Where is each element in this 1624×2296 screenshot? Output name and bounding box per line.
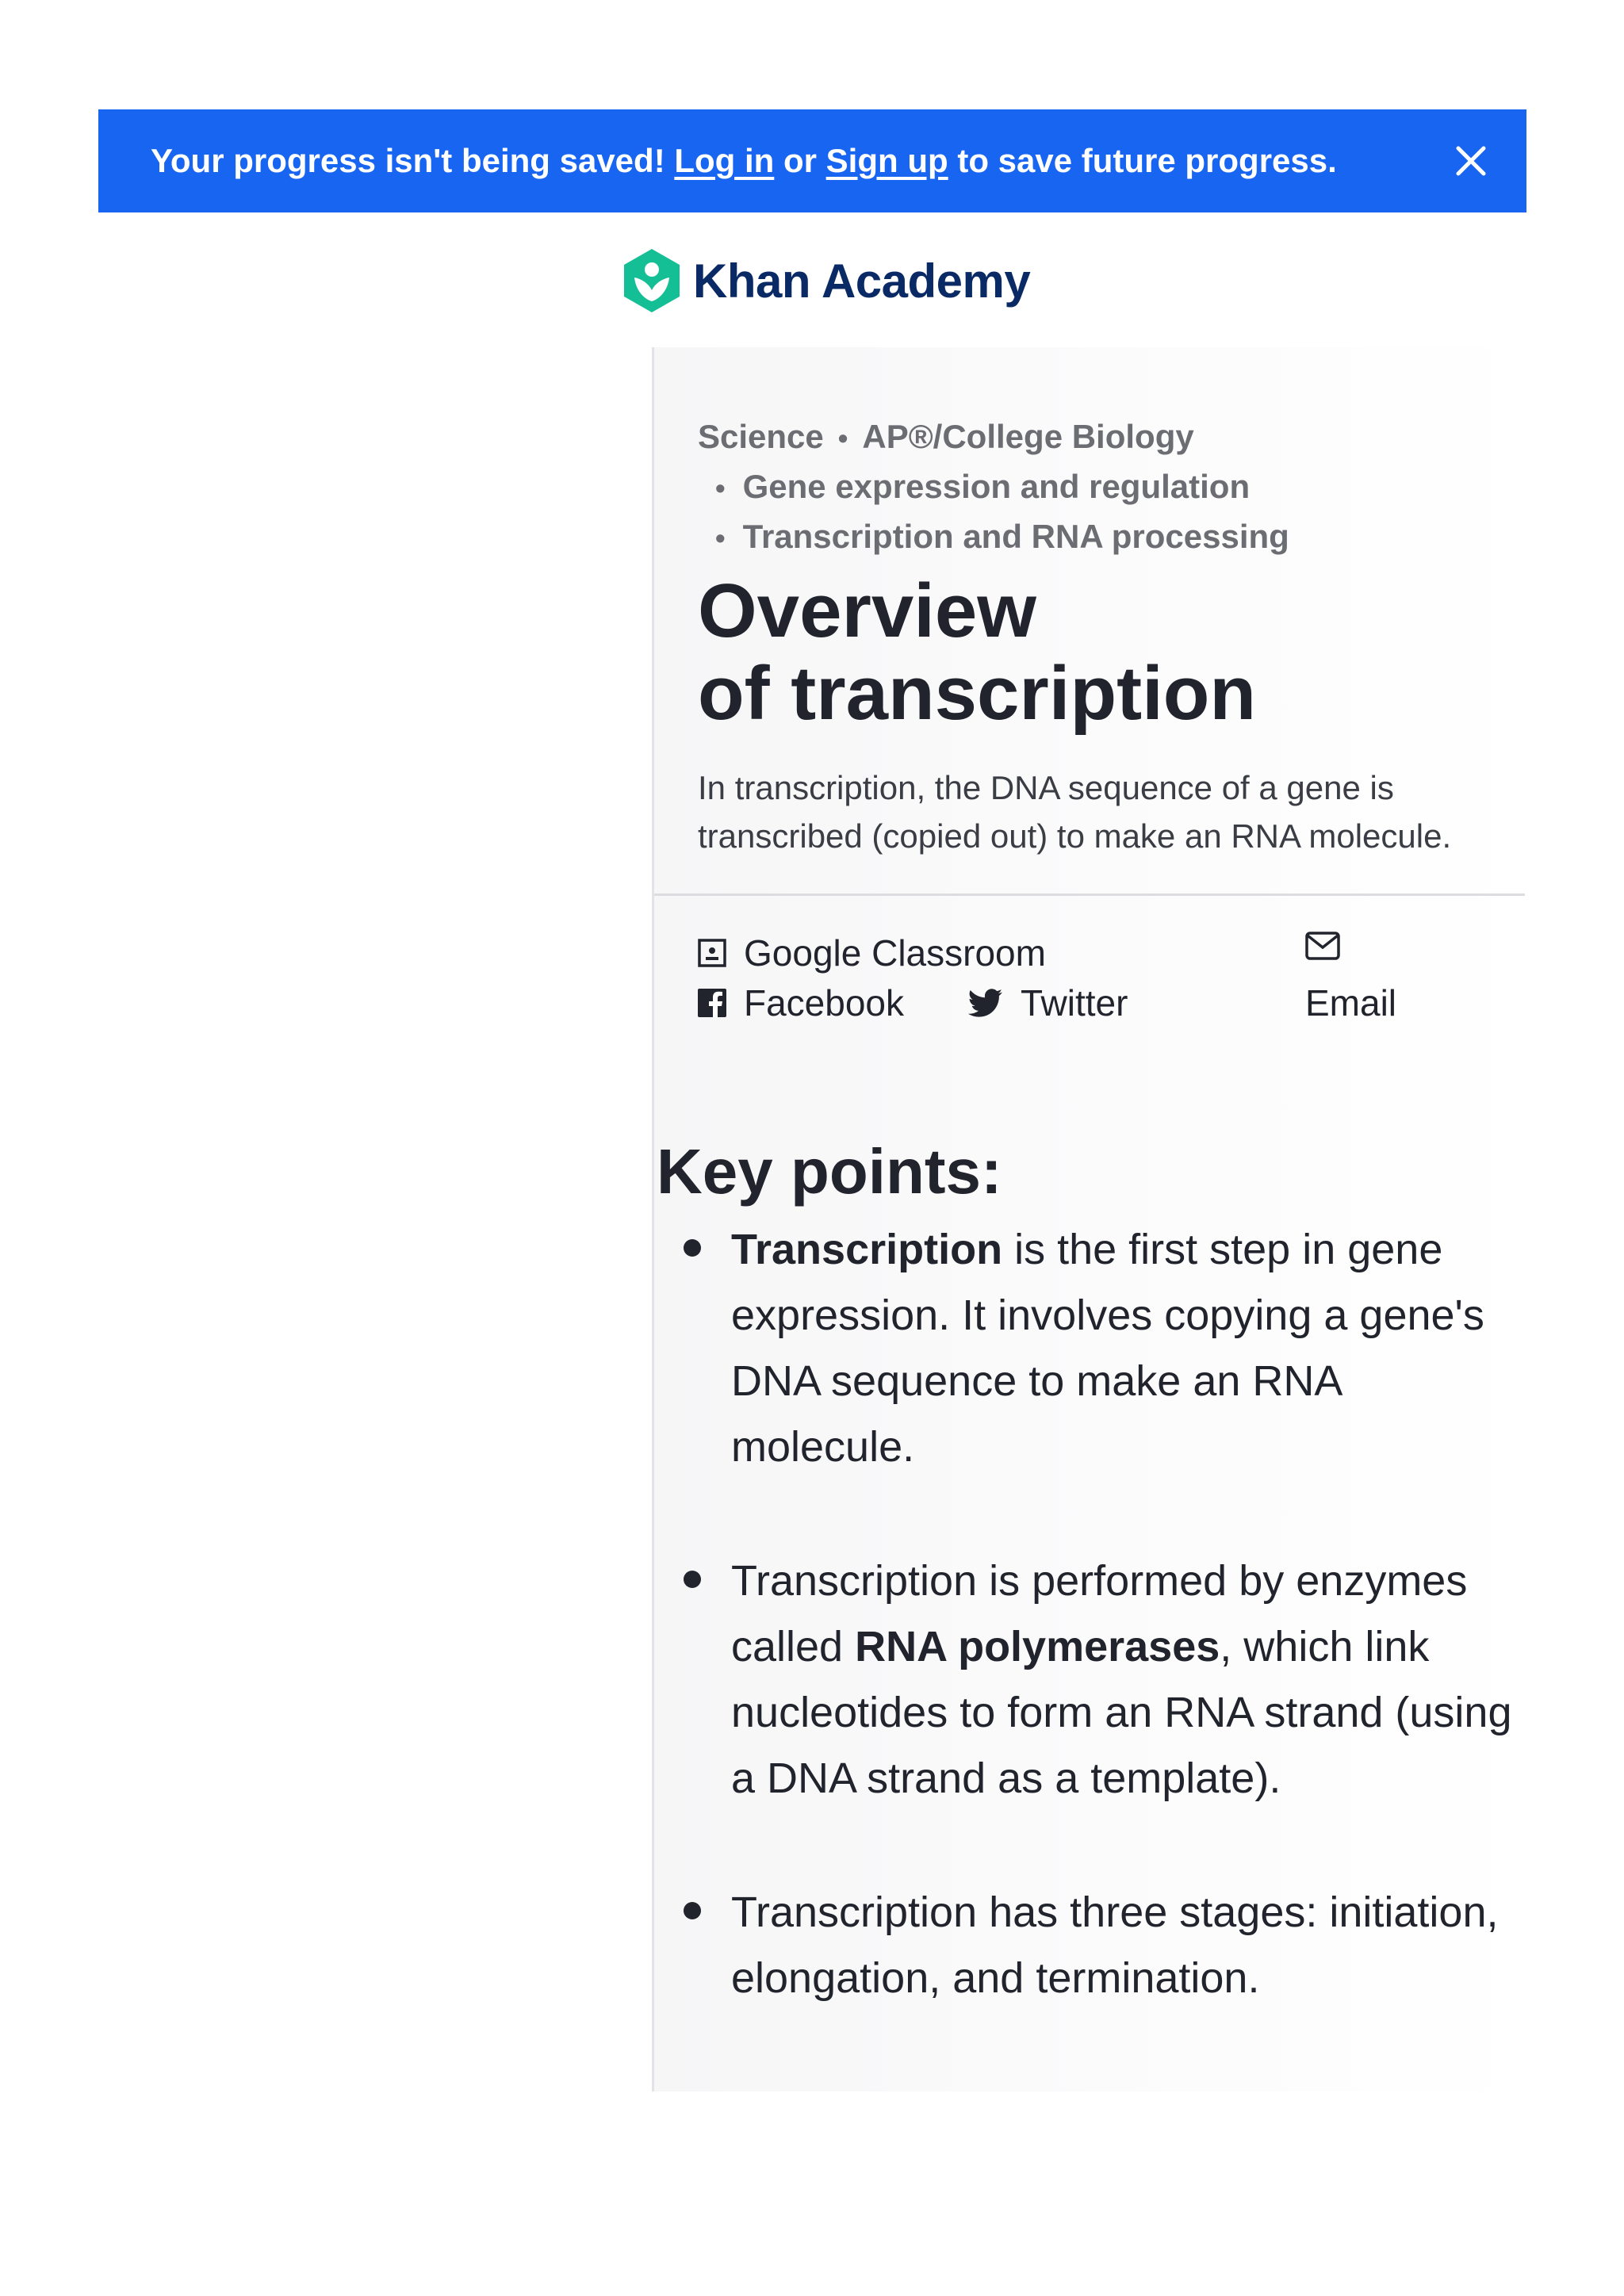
breadcrumb-separator: • <box>837 422 848 454</box>
breadcrumb-item-transcription-rna[interactable]: Transcription and RNA processing <box>742 518 1289 555</box>
breadcrumb <box>698 412 1522 462</box>
google-classroom-icon <box>698 939 726 967</box>
progress-banner <box>98 109 1526 212</box>
key-point-text <box>731 1880 1524 2011</box>
key-points-heading: Key points: <box>657 1136 1002 1207</box>
key-point-line: called <box>731 1623 856 1670</box>
key-point-line: elongation, and termination. <box>731 1954 1260 2002</box>
breadcrumb-item-science[interactable]: Science <box>698 418 824 455</box>
share-google-classroom-button[interactable] <box>698 932 1046 974</box>
bullet-icon <box>684 1239 701 1257</box>
khan-academy-logo[interactable] <box>622 247 1030 314</box>
close-icon[interactable] <box>1454 144 1488 178</box>
facebook-icon <box>698 989 726 1017</box>
bullet-icon <box>684 1902 701 1919</box>
share-facebook-button[interactable] <box>698 982 904 1024</box>
page-title-line2: of transcription <box>698 651 1257 736</box>
banner-or-text: or <box>783 142 817 179</box>
banner-message-prefix: Your progress isn't being saved! <box>151 142 665 179</box>
banner-message-suffix: to save future progress. <box>957 142 1337 179</box>
breadcrumb-item-ap-college-biology[interactable]: AP®/College Biology <box>862 418 1194 455</box>
share-google-classroom-label: Google Classroom <box>744 932 1046 974</box>
share-twitter-button[interactable] <box>968 982 1128 1024</box>
article-description-line2: transcribed (copied out) to make an RNA molecule. <box>698 817 1452 855</box>
key-point-text <box>731 1217 1524 1480</box>
page-title <box>698 570 1522 735</box>
logo-text: Khan Academy <box>693 254 1031 308</box>
share-facebook-label: Facebook <box>744 982 905 1024</box>
bullet-icon <box>684 1571 701 1588</box>
key-point-line: Transcription has three stages: initiation, <box>731 1888 1499 1936</box>
share-email-label: Email <box>1305 982 1397 1024</box>
key-point-line: Transcription is performed by enzymes <box>731 1557 1468 1605</box>
key-point-line: nucleotides to form an RNA strand (using <box>731 1689 1512 1736</box>
key-point-bold-term: RNA polymerases <box>855 1623 1220 1670</box>
twitter-icon <box>968 989 1003 1017</box>
key-point-line: molecule. <box>731 1423 915 1471</box>
key-point-line: DNA sequence to make an RNA <box>731 1357 1343 1405</box>
article-header <box>698 412 1522 860</box>
signup-link[interactable]: Sign up <box>825 142 948 179</box>
key-point-text <box>731 1548 1524 1812</box>
key-point-bold-term: Transcription <box>731 1226 1003 1273</box>
envelope-icon <box>1305 932 1340 960</box>
share-email-button[interactable] <box>1305 982 1396 1024</box>
divider <box>654 894 1525 896</box>
page-title-line1: Overview <box>698 568 1036 653</box>
breadcrumb-row-3 <box>698 512 1522 562</box>
share-email-icon-button[interactable] <box>1305 932 1340 960</box>
article-description-line1: In transcription, the DNA sequence of a gene is <box>698 769 1394 806</box>
breadcrumb-row-2 <box>698 462 1522 512</box>
breadcrumb-separator: • <box>715 472 726 504</box>
key-point-line: a DNA strand as a template). <box>731 1755 1281 1802</box>
key-point-line: is the first step in gene <box>1002 1226 1443 1273</box>
key-point-line: expression. It involves copying a gene's <box>731 1292 1484 1339</box>
key-point-line: , which link <box>1220 1623 1430 1670</box>
breadcrumb-item-gene-expression[interactable]: Gene expression and regulation <box>742 468 1251 505</box>
breadcrumb-separator: • <box>715 522 726 554</box>
article-description <box>698 763 1522 860</box>
login-link[interactable]: Log in <box>674 142 775 179</box>
khan-academy-hexagon-icon <box>622 247 682 314</box>
share-twitter-label: Twitter <box>1021 982 1128 1024</box>
